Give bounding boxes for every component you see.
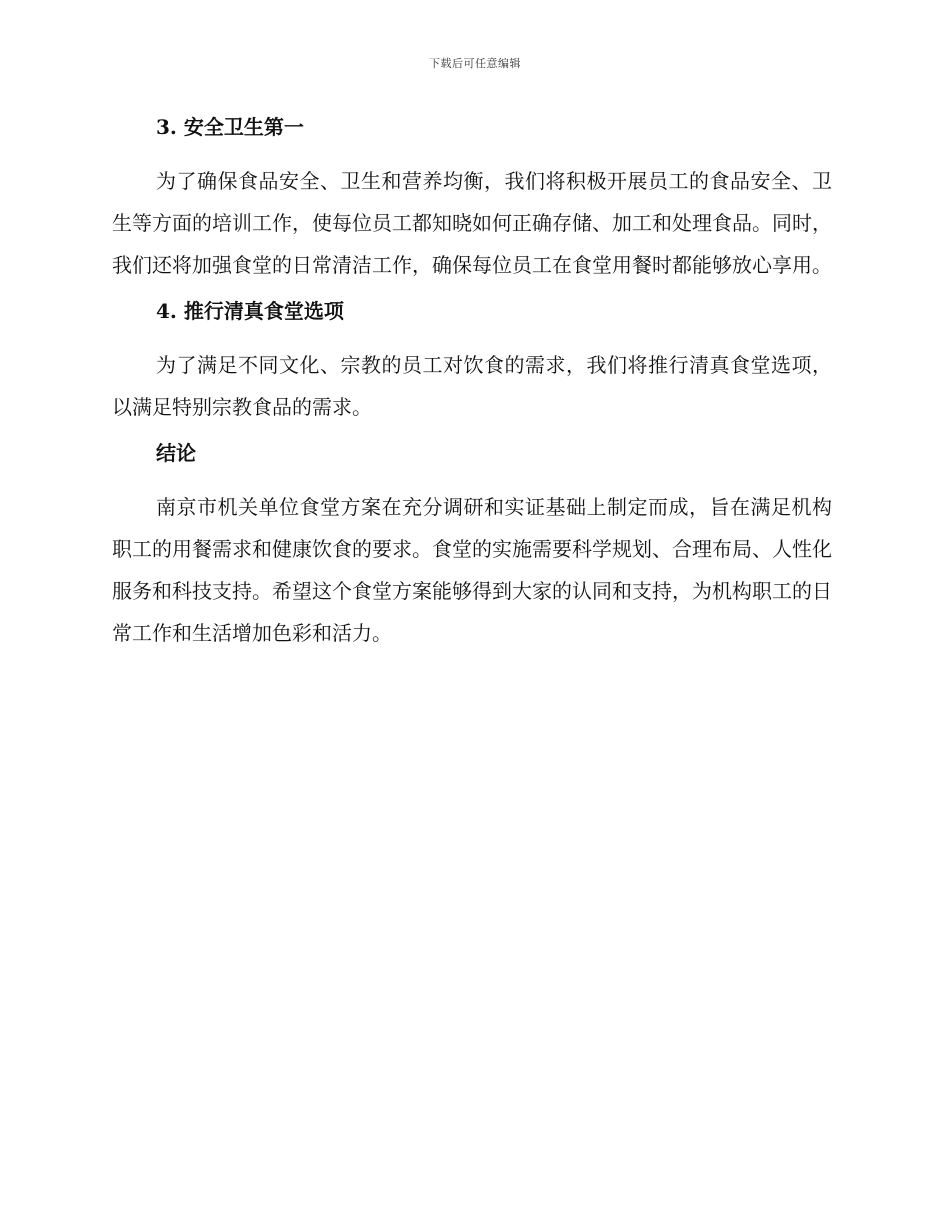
section-halal-option — [112, 296, 832, 428]
document-body — [112, 112, 832, 664]
section-paragraph: 南京市机关单位食堂方案在充分调研和实证基础上制定而成，旨在满足机构职工的用餐需求和健康饮食的要求。食堂的实施需要科学规划、合理布局、人性化服务和科技支持。希望这个食堂方案能够得到大家的认同和支持，为机构职工的日常工作和生活增加色彩和活力。 — [112, 495, 832, 645]
header-note: 下载后可任意编辑 — [429, 57, 521, 70]
section-conclusion — [112, 438, 832, 654]
section-heading: 结论 — [156, 441, 196, 465]
section-heading: 3. 安全卫生第一 — [156, 115, 304, 139]
section-safety-hygiene — [112, 112, 832, 286]
section-paragraph: 为了确保食品安全、卫生和营养均衡，我们将积极开展员工的食品安全、卫生等方面的培训工作，使每位员工都知晓如何正确存储、加工和处理食品。同时，我们还将加强食堂的日常清洁工作，确保每位员工在食堂用餐时都能够放心享用。 — [112, 169, 832, 277]
section-heading: 4. 推行清真食堂选项 — [156, 299, 344, 323]
section-paragraph: 为了满足不同文化、宗教的员工对饮食的需求，我们将推行清真食堂选项，以满足特别宗教食品的需求。 — [112, 353, 832, 419]
